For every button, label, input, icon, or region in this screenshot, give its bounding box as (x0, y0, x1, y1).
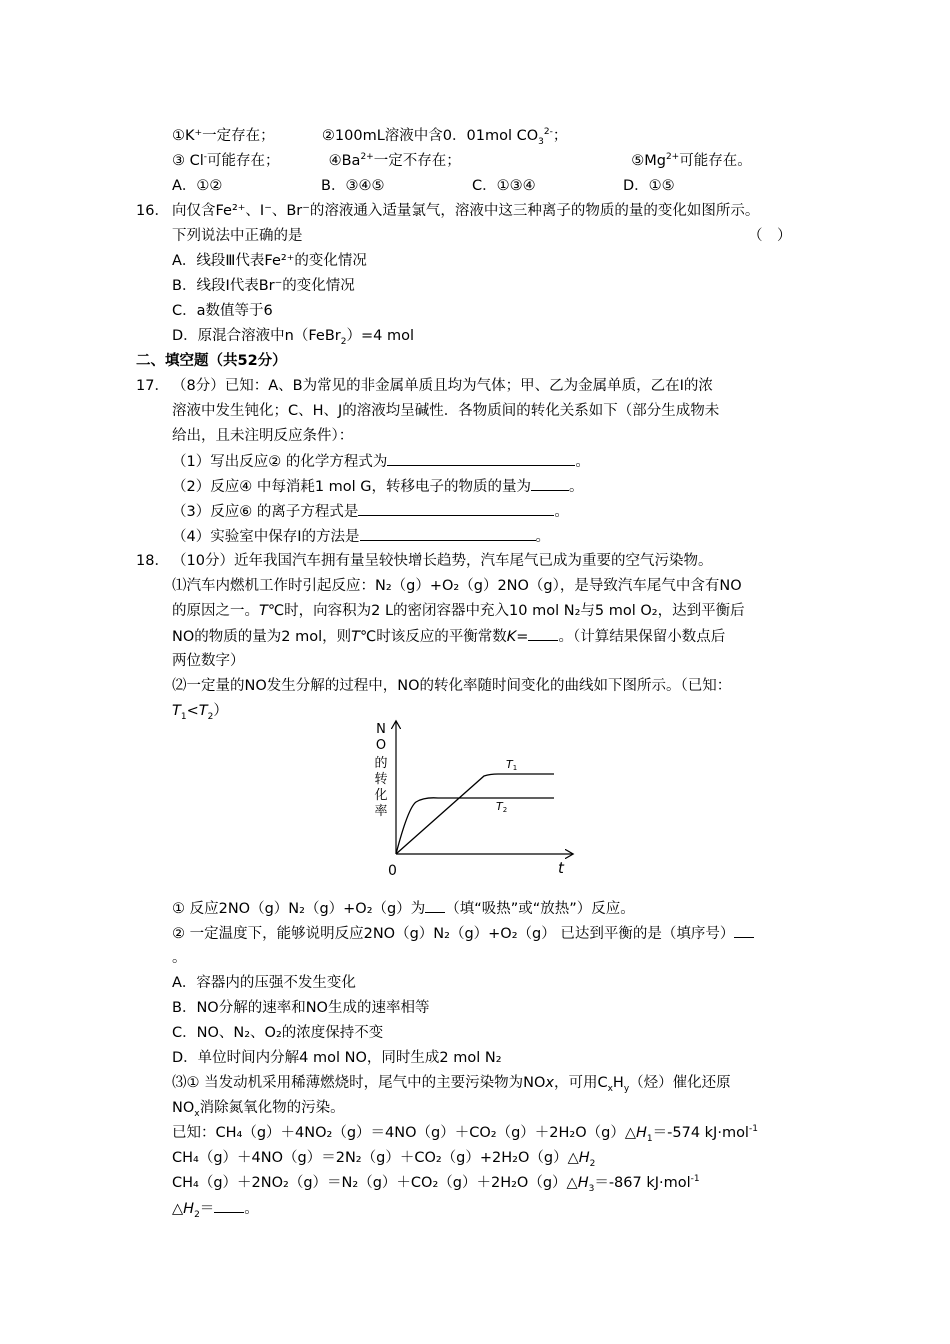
q18-p3-line2: $NO_x$消除氮氧化物的污染。 (172, 1100, 345, 1119)
answer-blank[interactable] (734, 923, 754, 938)
q18-p1-line1: ⑴汽车内燃机工作时引起反应：N₂（g）+O₂（g）2NO（g），是导致汽车尾气中含有NO (172, 578, 742, 594)
q18-stem-1: （10分）近年我国汽车拥有量呈较快增长趋势，汽车尾气已成为重要的空气污染物。 (172, 553, 713, 569)
conversion-rate-graph (368, 716, 582, 882)
q16-stem-1: 向仅含Fe²⁺、I⁻、Br⁻的溶液通入适量氯气，溶液中这三种离子的物质的量的变化如图所示。 (172, 203, 760, 219)
q17-stem-3: 给出，且未注明反应条件）： (172, 428, 354, 444)
curve-t1-label: T1 (506, 758, 518, 772)
answer-blank[interactable] (214, 1198, 244, 1213)
q16-option-a: A．线段Ⅲ代表Fe²⁺的变化情况 (172, 253, 367, 269)
q16-stem-2: 下列说法中正确的是 (172, 228, 303, 244)
curve-t1 (396, 774, 554, 854)
section-heading: 二、填空题（共52分） (136, 353, 287, 369)
q16-option-b: B．线段Ⅰ代表Br⁻的变化情况 (172, 278, 355, 294)
q15-option-c: C．①③④ (472, 178, 536, 194)
q18-option-a: A．容器内的压强不发生变化 (172, 975, 356, 991)
y-label-char: 的 (374, 756, 388, 771)
q15-option-d: D．①⑤ (623, 178, 675, 194)
q18-p3-line1: ⑶① 当发动机采用稀薄燃烧时，尾气中的主要污染物为NOx，可用$C_xH_y$（烃）催化还原 (172, 1075, 731, 1094)
q18-option-b: B．NO分解的速率和NO生成的速率相等 (172, 1000, 430, 1016)
q18-p1-line4: 两位数字） (172, 653, 245, 669)
q18-known-1: 已知：$CH_4(g)+4NO_2(g)=4NO(g)+CO_2(g)+2H_2O(g)\triangle H_1=-574$ kJ·mol$^{-1}$ (172, 1124, 758, 1144)
q17-stem-1: （8分）已知：A、B为常见的非金属单质且均为气体；甲、乙为金属单质，乙在I的浓 (172, 378, 713, 394)
answer-blank[interactable] (531, 476, 569, 491)
y-label-char: 转 (374, 772, 388, 787)
q17-part-2: （2）反应④ 中每消耗1 mol G，转移电子的物质的量为 。 (172, 476, 584, 496)
y-label-char: 率 (374, 804, 388, 819)
q18-option-d: D．单位时间内分解4 mol NO，同时生成2 mol N₂ (172, 1050, 502, 1066)
q18-q2-end: 。 (172, 950, 187, 966)
q16-number: 16． (136, 203, 169, 219)
q17-number: 17． (136, 378, 169, 394)
answer-blank[interactable] (360, 526, 536, 541)
curve-t2 (396, 798, 554, 854)
x-axis-label: t (558, 859, 564, 877)
q16-answer-paren: （ ） (748, 228, 792, 244)
q15-options (172, 176, 675, 196)
q15-line1 (172, 126, 567, 146)
q18-p1-line3: NO的物质的量为2 mol，则T℃时该反应的平衡常数K= 。（计算结果保留小数点后 (172, 626, 725, 646)
q17-stem-2: 溶液中发生钝化；C、H、J的溶液均呈碱性．各物质间的转化关系如下（部分生成物未 (172, 403, 720, 419)
q15-option-a: A．①② (172, 178, 223, 194)
origin-label: 0 (388, 863, 397, 879)
answer-blank[interactable] (358, 501, 554, 516)
answer-blank[interactable] (528, 626, 558, 641)
q17-part-4: （4）实验室中保存I的方法是 。 (172, 526, 550, 546)
q15-statement-2: ②100mL溶液中含0．01mol $CO_3^{2-}$； (321, 127, 568, 147)
q15-statement-4: $④Ba^{2+}$一定不存在； (328, 152, 461, 169)
q17-part-3: （3）反应⑥ 的离子方程式是 。 (172, 501, 569, 521)
q15-option-b: B．③④⑤ (321, 178, 385, 194)
q18-known-3: $CH_4(g)+2NO_2(g)=N_2(g)+CO_2(g)+2H_2O(g)\triangle H_3=-867$ kJ·mol$^{-1}$ (172, 1174, 700, 1194)
q18-number: 18． (136, 553, 169, 569)
y-label-char: 化 (374, 788, 388, 803)
q18-p2-line1: ⑵一定量的NO发生分解的过程中，NO的转化率随时间变化的曲线如下图所示。（已知： (172, 678, 732, 694)
q15-statement-1: ①K⁺一定存在； (172, 128, 275, 144)
q15-line2 (172, 151, 752, 171)
q18-answer-line: $\triangle H_2=$ 。 (172, 1198, 259, 1218)
q18-p1-line2: 的原因之一。T℃时，向容积为2 L的密闭容器中充入10 mol N₂与5 mol O₂，达到平衡后 (172, 603, 745, 619)
q18-known-2: $CH_4(g)+4NO(g)=2N_2(g)+CO_2(g)+2H_2O(g)\triangle H_2$ (172, 1150, 596, 1169)
q17-part-1: （1）写出反应② 的化学方程式为 。 (172, 451, 590, 471)
q15-statement-5: $⑤Mg^{2+}$可能存在。 (631, 152, 752, 169)
q15-statement-3: ③ Cl-可能存在； (172, 152, 280, 169)
y-label-char: O (375, 738, 387, 753)
q18-q1: ① 反应2NO（g）N₂（g）+O₂（g）为 （填“吸热”或“放热”）反应。 (172, 898, 635, 918)
q18-p2-line2: $T_1<T_2$） (172, 703, 228, 722)
answer-blank[interactable] (425, 898, 445, 913)
answer-blank[interactable] (387, 451, 575, 466)
y-label-char: N (376, 722, 386, 737)
q18-option-c: C．NO、N₂、O₂的浓度保持不变 (172, 1025, 384, 1041)
q18-q2: ② 一定温度下，能够说明反应2NO（g）N₂（g）+O₂（g） 已达到平衡的是（填序号） (172, 923, 754, 943)
curve-t2-label: T2 (496, 800, 508, 814)
q16-option-c: C．a数值等于6 (172, 303, 273, 319)
q16-option-d: D．原混合溶液中n（FeBr$_2$）=4 mol (172, 328, 414, 347)
